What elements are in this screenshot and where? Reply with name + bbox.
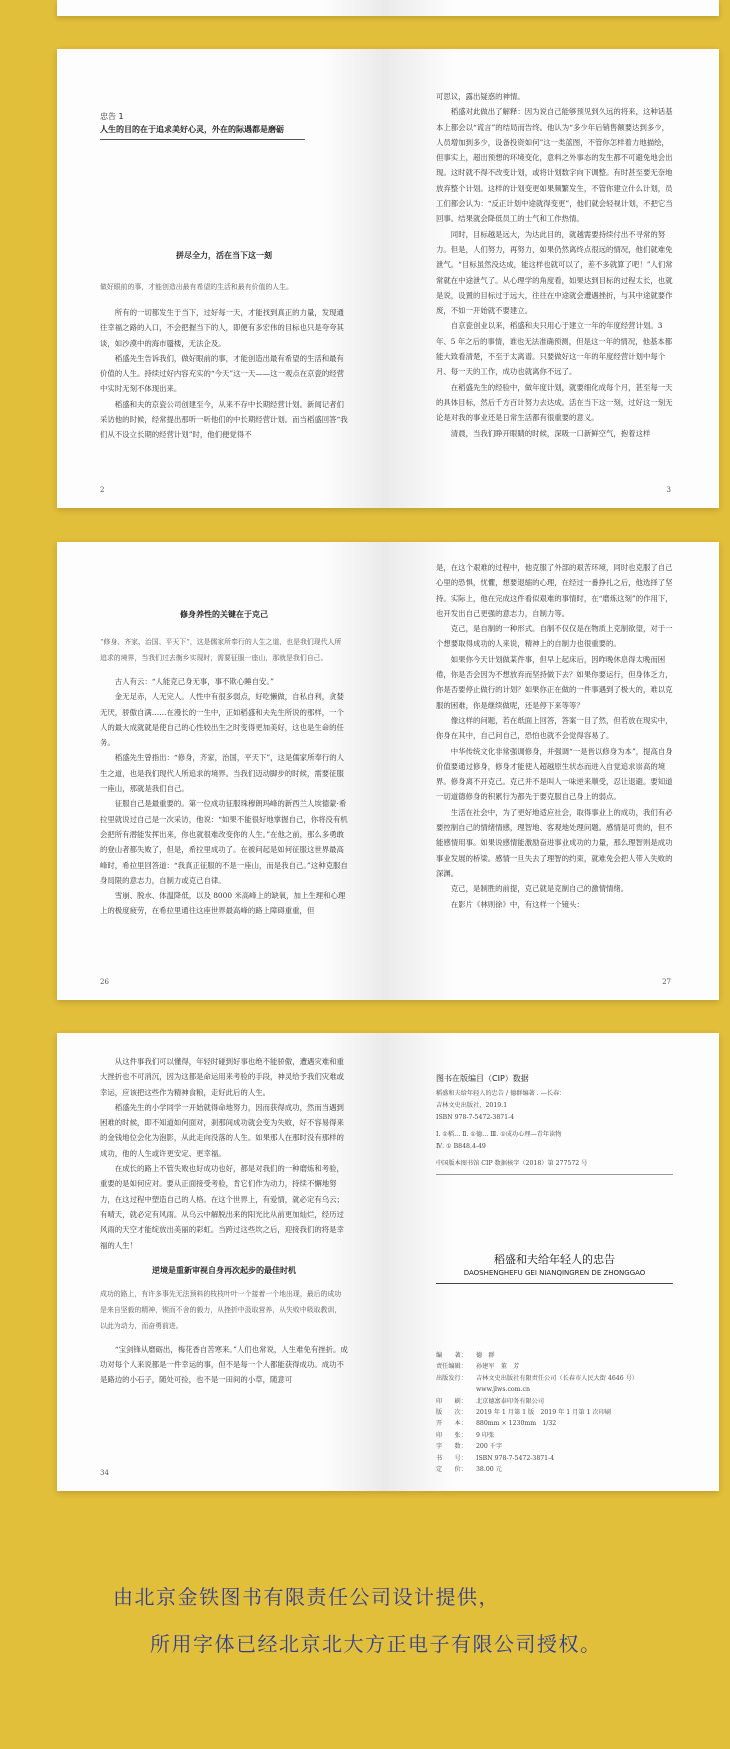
book-title: 稻盛和夫给年轻人的忠告 [494,1253,615,1266]
section-title: 逆境是重新审视自身再次起步的最佳时机 [152,1265,296,1275]
paragraph: 克己，是制胜的前提，克己就是克制自己的激情情绪。 [450,884,629,894]
chapter-label: 忠告 1 [100,112,124,121]
body-text [100,1054,348,1253]
info-value: 200 千字 [476,1443,503,1451]
paragraph: 稻盛先生曾指出：“修身，齐家，治国，平天下”，这是儒家所奉行的人生之道，也是我们现代人所追求的境界。当我们迈动脚步的时候，需要征服一座山，那就是我们自己。 [100,753,345,794]
paragraph: 自京瓷创业以来，稻盛和夫只用心于建立一年的年度经营计划。3 年、5 年之后的事情，谁也无法准确预测，但是这一年的情况，他基本都能大致看清楚，不至于太离谱。只要做好这一年的年度经营计划中每个月、每一天的工作，成功也就离你不远了。 [436,321,673,377]
info-value: 880mm × 1230mm 1/32 [476,1420,557,1428]
paragraph: 是，在这个艰难的过程中，他克服了外部的艰苦环境，同时也克服了自己心里的恐惧，忧懼，想要退缩的心理，在经过一番挣扎之后，他选择了坚持。实际上，他在完成这件看似艰难的事情时，在“磨炼这刻”的作用下，也开发出自己更强的意志力，自制力等。 [436,563,673,618]
cip-line: Ⅰ. ①稻… Ⅱ. ①德… Ⅲ. ①成功心理—青年读物 [436,1131,562,1138]
section-quote: “修身、齐家、治国、平天下”，这是儒家所奉行的人生之道，也是我们现代人所追求的境界，当我们过去衡乡实现时，需要征服一座山，那就是我们自己。 [100,638,342,662]
info-value: 38.00 元 [476,1466,502,1474]
cip-title: 图书在版编目（CIP）数据 [436,1074,529,1083]
page-3 [388,49,719,508]
info-row [436,1418,673,1429]
book-spread-top-cropped [57,0,719,16]
credit-line-1: 由北京金铁图书有限责任公司设计提供， [113,1585,500,1609]
info-key: 出版发行： [436,1374,467,1382]
cip-line: ISBN 978-7-5472-3871-4 [436,1114,515,1121]
paragraph: 在稻盛先生的经验中，做年度计划，就要细化成每个月，甚至每一天的具体目标，然后千方百计努力去达成。活在当下这一刻，过好这一刻无论是对我的事业还是日常生活都有很重要的意义。 [436,382,673,423]
info-value: 北京德富泰印务有限公司 [476,1397,545,1405]
info-row [436,1430,673,1441]
copyright-page [388,1033,719,1491]
cip-line: 吉林文史出版社，2019.1 [436,1102,508,1109]
paragraph: 可思议，露出疑惑的神情。 [436,92,525,101]
page-number: 26 [100,978,109,986]
info-key [436,1384,476,1395]
paragraph: 清晨，当我们睁开眼睛的时候，深吸一口新鲜空气，抱着这样 [450,428,651,438]
page-number: 3 [666,486,671,494]
page-34 [57,1033,388,1491]
info-row [436,1350,673,1361]
paragraph: 中华传统文化非常强调修身，并强调“一是皆以修身为本”，提高自身价值要通过修身，修身才能使人超越原生状态而进入自觉追求崇高的境界。修身离不开克己。克己并不是叫人一味逆来顺受，忍让退避。要知道一切道德修身的积累行为都先于要克服自己身上的弱点。 [436,746,673,802]
info-value: 吉林文史出版社有限责任公司（长春市人民大街 4646 号） [476,1374,638,1382]
paragraph: 稻盛先生的小学同学一开始就得命地努力，因而获得成功，然而当遇到困难的时候，即不知道如何面对，刹那间成功就会变为失败，好不容易得来的金钱地位会化为泡影，从此走向没落的人生。如果那人在那时没有那样的成功，他的人生或许更安定、更幸福。 [100,1102,344,1158]
body-text [100,1342,348,1388]
info-key: 开 本： [436,1420,467,1428]
info-value: ISBN 978-7-5472-3871-4 [476,1454,555,1462]
paragraph: 同时，目标越是远大，为达此目的，就越需要持续付出不寻常的努力。但是，人们努力，再努力，如果仍然离终点很远的情况，他们就难免泄气。“目标虽然没达成，能这样也就可以了，差不多就算了吧！”人们常常就在中途泄气了。从心理学的角度看，如果达到目标的过程太长，也就是说，设置的目标过于远大，往往在中途就会遭遇挫折，与其中途就要作废，不如一开始就不要建立。 [436,229,673,316]
section-quote: 成功的路上，有许多事先无法预料的枝枝叶叶一个接着一个地出现，最后的成功是来自坚毅的精神，锲而不舍的毅力，从挫折中汲取营养，从失败中吸取教训，以此为动力，而奋勇前进。 [100,1289,342,1330]
page-27 [388,542,719,1000]
credit-line-2: 所用字体已经北京北大方正电子有限公司授权。 [150,1632,602,1656]
info-value: www.jlws.com.cn [476,1386,530,1394]
book-spread-2 [57,542,719,1000]
cip-line: 中国版本图书馆 CIP 数据核字（2018）第 277572 号 [436,1160,588,1167]
body-text [100,305,348,443]
body-text [436,89,673,441]
info-key: 书 号： [436,1454,467,1462]
page-right [388,0,719,16]
info-value: 9 印张 [476,1431,495,1439]
paragraph: 生活在社会中，为了更好地适应社会，取得事业上的成功，我们有必要控制自己的情绪情感，理智地、客观地处理问题。感情是可贵的，但不能感情用事。如果说感情能激励奋进事业成功的力量，那么理智则是成功事业发展的桥梁。感情一旦失去了理智的约束，就难免会把人带入失败的深渊。 [436,807,673,878]
paragraph: 从这件事我们可以懂得，年轻时碰到好事也绝不能骄傲，遭遇灾难和重大挫折也不可消沉，因为这都是命运用来考验的手段，神灵给予我们灾难或幸运，应该把这些作为精神食粮，走好此后的人生。 [100,1057,344,1097]
info-row [436,1453,673,1464]
page-left [57,0,388,16]
info-key: 责任编辑： [436,1363,467,1371]
section-quote: 做好眼前的事，才能创造出最有希望的生活和最有价值的人生。 [100,283,293,291]
paragraph: 像这样的问题，若在纸面上回答，答案一目了然，但若放在现实中，你身在其中，自己问自己，恐怕也就不会觉得容易了。 [436,715,673,741]
paragraph: 征服自己是最重要的。第一位成功征服珠穆朗玛峰的新西兰人埃德蒙·希拉里就说过自己是一次采访，他说：“如果不能很好地掌握自己，你将没有机会把所有潜能发挥出来，你也就很难改变你的人生。”在他之前，那么多勇敢的登山者都失败了，但是，希拉里成功了。在被问起是如何征服这世界最高峰时，希拉里回答道：“我真正征服的不是一座山，而是我自己。”这种克服自身局限的意志力，自制力或克己自律。 [100,799,348,885]
info-row [436,1361,673,1372]
paragraph: 稻盛先生告诉我们，做好眼前的事，才能创造出最有希望的生活和最有价值的人生。持续过好内容充实的“今天”这一天——这一观点在京瓷的经营中实时无刻不体现出来。 [100,353,345,394]
info-row [436,1464,673,1475]
info-value: 2019 年 1 月第 1 版 2019 年 1 月第 1 次印刷 [476,1409,611,1417]
info-key: 印 张： [436,1431,467,1439]
info-key: 编 著： [436,1352,467,1359]
paragraph: 克己，是自制的一种形式。自制不仅仅是在物质上克制欲望，对于一个想要取得成功的人来说，精神上的自制力也很重要的。 [436,624,673,649]
paragraph: 雪崩、脱水、体温降低，以及 8000 米高峰上的缺氧，加上生理和心理上的极度疲劳，在希拉里通往这座世界最高峰的路上障碍重重，但 [100,891,346,916]
paragraph: 在成长的路上不管失败也好成功也好，都是对我们的一种磨炼和考验，重要的是如何应对。要从正面接受考验，肯它们作为动力，持续不懈地努力，在这过程中塑造自己的人格。在这个世界上，有爱情，就必定有乌云；有晴天，就必定有风雨。从乌云中解脱出来的阳光比从前更加灿烂，经历过风雨的天空才能绽放出美丽的彩虹。当跨过这些坎之后，迎接我们的将是幸福的人生！ [100,1164,344,1250]
book-spread-3 [57,1033,719,1491]
cip-block [436,1088,673,1175]
cip-line: Ⅳ. ① B848.4-49 [436,1143,486,1150]
page-number: 34 [100,1469,109,1477]
body-text [100,674,348,919]
chapter-title: 人生的目的在于追求美好心灵，外在的际遇都是磨砺 [100,124,305,140]
paragraph: 稻盛和夫的京瓷公司创建至今，从来不存中长期经营计划。新闻记者们采访他的时候，经常提出那听一听他们的中长期经营计划。而当稻盛回答“我们从不设立长期的经营计划”时，他们便觉得不 [100,399,348,440]
section-title: 拼尽全力，活在当下这一刻 [176,251,272,260]
publication-info [436,1350,673,1475]
paragraph: 金无足赤，人无完人。人性中有很多弱点，好吃懒做，自私自利，贪婪无厌，骄傲自满……在漫长的一生中，正如稻盛和夫先生所说的那样，一个人的最大成就就是使自己的心性较出生之时变得更加美好，这也是生命的任务。 [100,692,344,748]
page-2 [57,49,388,508]
paragraph: 古人有云：“人能克己身无事，事不欺心睡自安。” [114,677,274,686]
body-text [436,560,673,912]
paragraph: 所有的一切都发生于当下，过好每一天，才能找到真正的力量，发现通往幸福之路的入口，不会把握当下的人，即便有多宏伟的目标也只是夸夸其谈，如沙漠中的海市蜃楼，无法企及。 [100,308,344,348]
page-number: 2 [100,486,105,494]
info-value: 德 群 [476,1352,495,1359]
paragraph: 稻盛对此做出了解释：因为说自己能够预见到久远的将来，这种话基本上都会以“谎言”的结局而告终。他认为“多少年后销售额要达到多少，人员增加到多少，设备投资如何”这一类蓝图，不管你怎样着力地描绘，但事实上，超出预想的环境变化，意料之外事态的发生都不可避免地会出现。这时就不得不改变计划，或将计划数字向下调整。有时甚至要无奈地放弃整个计划。这样的计划变更如果频繁发生，不管你建立什么计划，员工们都会认为：“反正计划中途就得变更”，他们就会轻视计划，不把它当回事。结果就会降低员工的士气和工作热情。 [436,107,673,224]
book-pinyin-title: DAOSHENGHEFU GEI NIANQINGREN DE ZHONGGAO [436,1269,673,1284]
info-key: 定 价： [436,1466,467,1474]
info-row [436,1396,673,1407]
paragraph: “宝剑锋从磨砺出，梅花香自苦寒来。”人们也常说，人生难免有挫折。成功对每个人来说都是一件幸运的事，但不是每一个人都能获得成功。成功不是路边的小石子，随处可捡，也不是一田间的小草，随意可 [100,1344,348,1385]
info-key: 字 数： [436,1443,467,1451]
paragraph: 在影片《林则徐》中，有这样一个镜头： [450,899,584,909]
info-row [436,1441,673,1452]
info-value: 孙建军 董 芳 [476,1363,520,1371]
section-title: 修身养性的关键在于克己 [180,610,268,619]
info-row [436,1373,673,1384]
info-key: 版 次： [436,1409,467,1417]
page-number: 27 [662,978,671,986]
paragraph: 如果你今天计划做某件事，但早上起床后，因昨晚休息得太晚而困倦，你是否会因为不想放弃而坚持做下去？如果你要运行，但身体乏力，你是否要停止做行的计划？如果你正在做的一件事遇到了极大的，难以克服的困难，你是继续做呢，还是停下来等等？ [436,654,673,710]
info-row [436,1384,673,1395]
cip-line: 稻盛和夫给年轻人的忠告 / 德群编著 . —长春： [436,1090,566,1097]
book-spread-1 [57,49,719,508]
info-row [436,1407,673,1418]
page-26 [57,542,388,1000]
info-key: 印 刷： [436,1397,467,1405]
